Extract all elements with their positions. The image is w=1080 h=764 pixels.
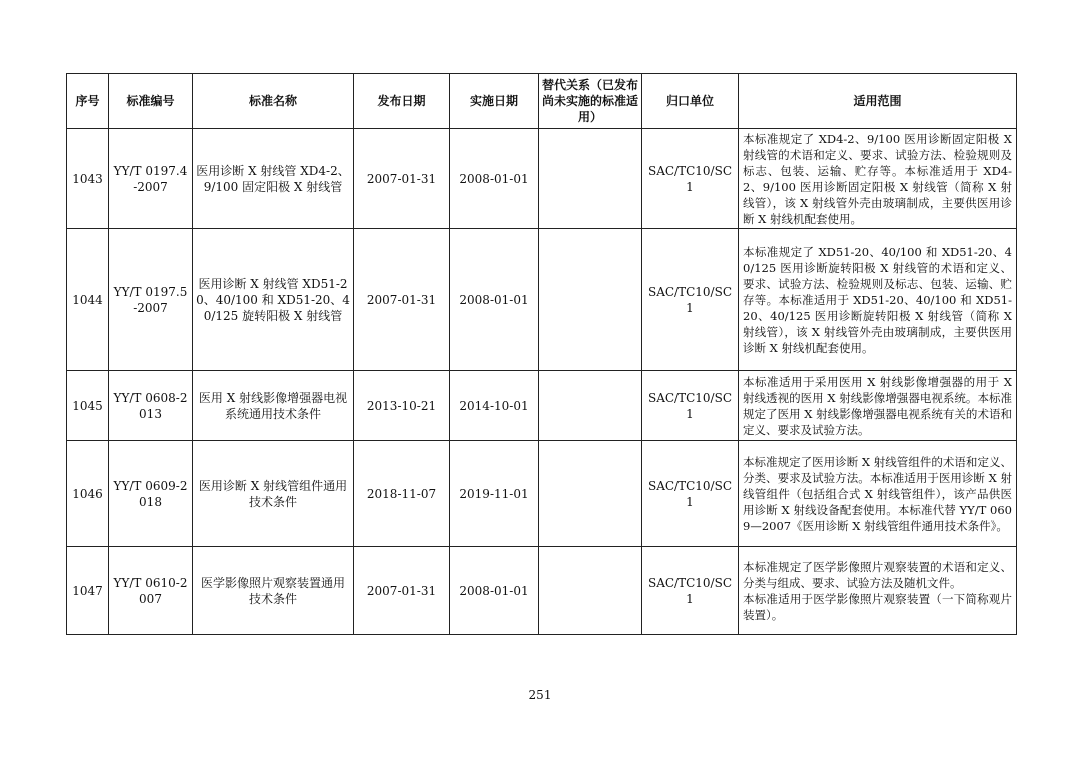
cell-seq: 1046 — [67, 441, 109, 547]
table-row — [67, 547, 1017, 635]
cell-code: YY/T 0197.5-2007 — [109, 229, 193, 371]
header-replacement: 替代关系（已发布尚未实施的标准适用） — [539, 74, 642, 129]
cell-unit: SAC/TC10/SC1 — [642, 441, 739, 547]
cell-implement-date: 2008-01-01 — [450, 547, 539, 635]
cell-implement-date: 2008-01-01 — [450, 129, 539, 229]
cell-scope — [739, 547, 1017, 635]
cell-scope: 本标准规定了医用诊断 X 射线管组件的术语和定义、分类、要求及试验方法。本标准适用于医用诊断 X 射线管组件（包括组合式 X 射线管组件），该产品供医用诊断 X 射线设备配套使用。本标准代替 YY/T 0609—2007《医用诊断 X 射线管组件通用技术条件》。 — [739, 441, 1017, 547]
cell-name: 医学影像照片观察装置通用技术条件 — [193, 547, 354, 635]
cell-replacement — [539, 371, 642, 441]
scope-line: 本标准适用于医学影像照片观察装置（一下简称观片装置）。 — [743, 591, 1012, 622]
header-implement-date: 实施日期 — [450, 74, 539, 129]
cell-replacement — [539, 229, 642, 371]
cell-unit: SAC/TC10/SC1 — [642, 229, 739, 371]
header-code: 标准编号 — [109, 74, 193, 129]
table-row — [67, 371, 1017, 441]
cell-implement-date: 2014-10-01 — [450, 371, 539, 441]
cell-scope: 本标准规定了 XD4-2、9/100 医用诊断固定阳极 X 射线管的术语和定义、要求、试验方法、检验规则及标志、包装、运输、贮存等。本标准适用于 XD4-2、9/100 医用诊断固定阳极 X 射线管（简称 X 射线管），该 X 射线管外壳由玻璃制成，主要供医用诊断 X 射线机配套使用。 — [739, 129, 1017, 229]
cell-replacement — [539, 441, 642, 547]
cell-unit: SAC/TC10/SC1 — [642, 371, 739, 441]
cell-name: 医用诊断 X 射线管 XD4-2、9/100 固定阳极 X 射线管 — [193, 129, 354, 229]
table-header-row — [67, 74, 1017, 129]
cell-publish-date: 2007-01-31 — [354, 547, 450, 635]
header-scope: 适用范围 — [739, 74, 1017, 129]
cell-implement-date: 2008-01-01 — [450, 229, 539, 371]
table-row — [67, 129, 1017, 229]
header-seq: 序号 — [67, 74, 109, 129]
standards-table — [66, 73, 1017, 635]
cell-code: YY/T 0197.4-2007 — [109, 129, 193, 229]
cell-seq: 1045 — [67, 371, 109, 441]
header-unit: 归口单位 — [642, 74, 739, 129]
cell-publish-date: 2013-10-21 — [354, 371, 450, 441]
page-number: 251 — [528, 688, 552, 702]
cell-name: 医用诊断 X 射线管组件通用技术条件 — [193, 441, 354, 547]
cell-name: 医用诊断 X 射线管 XD51-20、40/100 和 XD51-20、40/125 旋转阳极 X 射线管 — [193, 229, 354, 371]
header-name: 标准名称 — [193, 74, 354, 129]
cell-name: 医用 X 射线影像增强器电视系统通用技术条件 — [193, 371, 354, 441]
cell-code: YY/T 0609-2018 — [109, 441, 193, 547]
cell-seq: 1043 — [67, 129, 109, 229]
cell-publish-date: 2007-01-31 — [354, 129, 450, 229]
cell-replacement — [539, 547, 642, 635]
cell-publish-date: 2018-11-07 — [354, 441, 450, 547]
cell-seq: 1047 — [67, 547, 109, 635]
cell-replacement — [539, 129, 642, 229]
cell-code: YY/T 0608-2013 — [109, 371, 193, 441]
header-publish-date: 发布日期 — [354, 74, 450, 129]
cell-scope: 本标准适用于采用医用 X 射线影像增强器的用于 X 射线透视的医用 X 射线影像增强器电视系统。本标准规定了医用 X 射线影像增强器电视系统有关的术语和定义、要求及试验方法。 — [739, 371, 1017, 441]
cell-code: YY/T 0610-2007 — [109, 547, 193, 635]
cell-unit: SAC/TC10/SC1 — [642, 547, 739, 635]
scope-line: 本标准规定了医学影像照片观察装置的术语和定义、分类与组成、要求、试验方法及随机文件。 — [743, 559, 1012, 590]
table-row — [67, 441, 1017, 547]
table-row — [67, 229, 1017, 371]
cell-publish-date: 2007-01-31 — [354, 229, 450, 371]
cell-seq: 1044 — [67, 229, 109, 371]
cell-scope: 本标准规定了 XD51-20、40/100 和 XD51-20、40/125 医用诊断旋转阳极 X 射线管的术语和定义、要求、试验方法、检验规则及标志、包装、运输、贮存等。本标准适用于 XD51-20、40/100 和 XD51-20、40/125 医用诊断旋转阳极 X 射线管（简称 X 射线管），该 X 射线管外壳由玻璃制成，主要供医用诊断 X 射线机配套使用。 — [739, 229, 1017, 371]
cell-unit: SAC/TC10/SC1 — [642, 129, 739, 229]
cell-implement-date: 2019-11-01 — [450, 441, 539, 547]
